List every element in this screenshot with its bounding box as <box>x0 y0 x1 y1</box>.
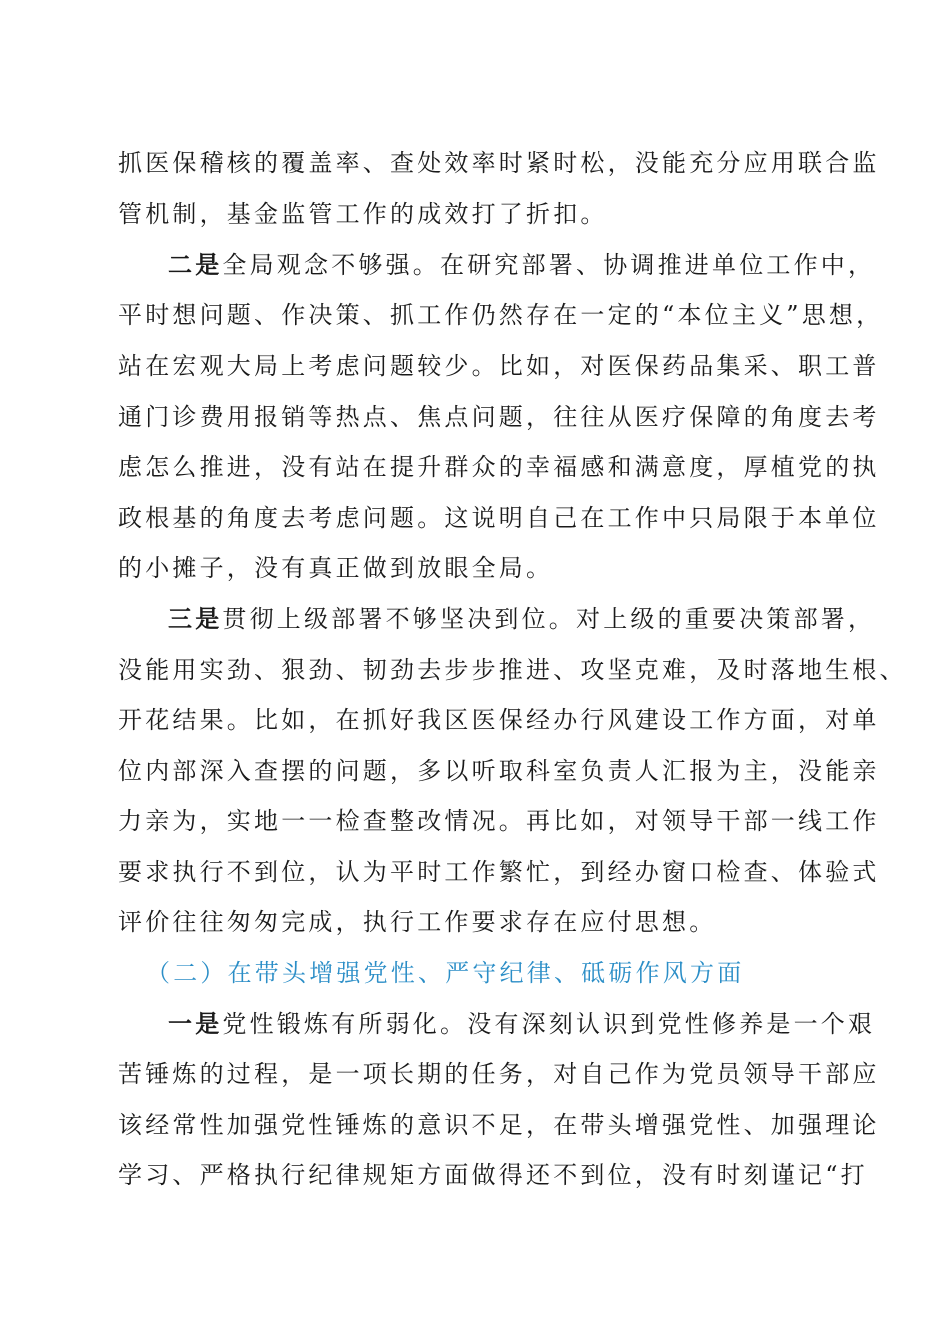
paragraph-line: 力亲为，实地一一检查整改情况。再比如，对领导干部一线工作 <box>118 807 880 835</box>
paragraph-line: 开花结果。比如，在抓好我区医保经办行风建设工作方面，对单 <box>118 706 880 734</box>
paragraph-first-line <box>168 1009 875 1039</box>
paragraph-line: 学习、严格执行纪律规矩方面做得还不到位，没有时刻谨记“打 <box>118 1161 868 1189</box>
paragraph-line: 站在宏观大局上考虑问题较少。比如，对医保药品集采、职工普 <box>118 352 880 380</box>
paragraph-line: 要求执行不到位，认为平时工作繁忙，到经办窗口检查、体验式 <box>118 858 880 886</box>
paragraph-lead: 二是 <box>168 251 223 279</box>
paragraph-line: 评价往往匆匆完成，执行工作要求存在应付思想。 <box>118 908 717 936</box>
paragraph-line: 平时想问题、作决策、抓工作仍然存在一定的“本位主义”思想， <box>118 301 884 329</box>
paragraph-first-line <box>168 604 875 634</box>
paragraph-text: 贯彻上级部署不够坚决到位。对上级的重要决策部署， <box>222 605 876 633</box>
paragraph-first-line <box>168 250 875 280</box>
paragraph-line: 政根基的角度去考虑问题。这说明自己在工作中只局限于本单位 <box>118 504 880 532</box>
paragraph-line: 苦锤炼的过程，是一项长期的任务，对自己作为党员领导干部应 <box>118 1060 880 1088</box>
paragraph-line: 管机制，基金监管工作的成效打了折扣。 <box>118 200 608 228</box>
paragraph-line: 的小摊子，没有真正做到放眼全局。 <box>118 554 554 582</box>
paragraph-line: 位内部深入查摆的问题，多以听取科室负责人汇报为主，没能亲 <box>118 757 880 785</box>
paragraph-line: 抓医保稽核的覆盖率、查处效率时紧时松，没能充分应用联合监 <box>118 149 880 177</box>
paragraph-lead: 一是 <box>168 1010 223 1038</box>
paragraph-text: 全局观念不够强。在研究部署、协调推进单位工作中， <box>222 251 876 279</box>
paragraph-line: 该经常性加强党性锤炼的意识不足，在带头增强党性、加强理论 <box>118 1111 880 1139</box>
section-heading: （二）在带头增强党性、严守纪律、砥砺作风方面 <box>146 959 745 987</box>
paragraph-line: 虑怎么推进，没有站在提升群众的幸福感和满意度，厚植党的执 <box>118 453 880 481</box>
paragraph-line: 通门诊费用报销等热点、焦点问题，往往从医疗保障的角度去考 <box>118 403 880 431</box>
paragraph-lead: 三是 <box>168 605 223 633</box>
paragraph-text: 党性锻炼有所弱化。没有深刻认识到党性修养是一个艰 <box>222 1010 876 1038</box>
paragraph-line: 没能用实劲、狠劲、韧劲去步步推进、攻坚克难，及时落地生根、 <box>118 656 907 684</box>
